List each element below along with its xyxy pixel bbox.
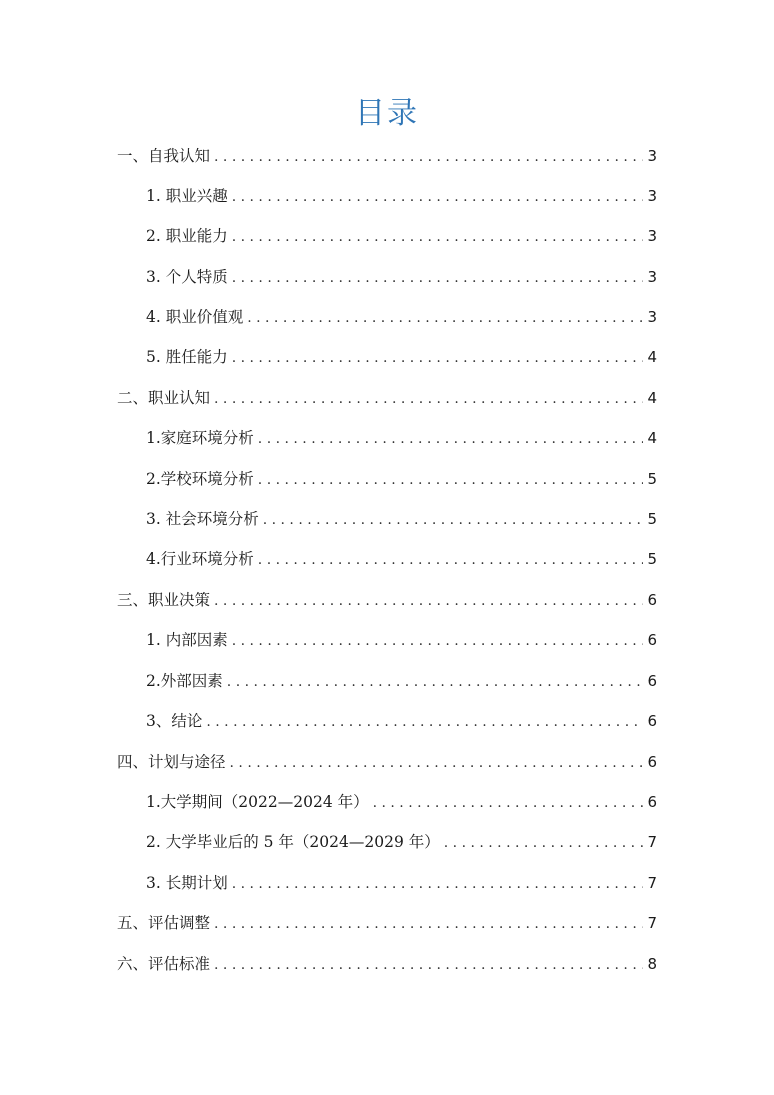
- toc-page-number: 3: [647, 187, 657, 205]
- toc-page-number: 7: [647, 914, 657, 932]
- toc-dot-leader: [230, 185, 644, 208]
- toc-entry-label: 4. 职业价值观: [146, 308, 244, 326]
- toc-entry[interactable]: [146, 345, 657, 369]
- toc-page-number: 3: [647, 147, 657, 165]
- toc-entry-label: 2. 职业能力: [146, 227, 228, 245]
- toc-page-number: 6: [647, 793, 657, 811]
- toc-entry[interactable]: [146, 467, 657, 491]
- toc-entry-label: 4.行业环境分析: [146, 550, 254, 568]
- toc-entry[interactable]: [117, 386, 657, 410]
- toc-page-number: 3: [647, 308, 657, 326]
- toc-entry-label: 2.外部因素: [146, 672, 223, 690]
- toc-page-number: 6: [647, 591, 657, 609]
- toc-entry-label: 2.学校环境分析: [146, 470, 254, 488]
- toc-entry[interactable]: [146, 184, 657, 208]
- toc-entry-label: 五、评估调整: [117, 914, 211, 932]
- toc-entry-label: 六、评估标准: [117, 955, 211, 973]
- toc-entry[interactable]: [146, 669, 657, 693]
- toc-entry-label: 2. 大学毕业后的 5 年（2024—2029 年）: [146, 833, 440, 851]
- toc-dot-leader: [230, 629, 644, 652]
- toc-entry[interactable]: [146, 224, 657, 248]
- toc-page-number: 6: [647, 631, 657, 649]
- toc-page-number: 6: [647, 753, 657, 771]
- toc-dot-leader: [230, 346, 644, 369]
- toc-page-number: 4: [647, 389, 657, 407]
- toc-dot-leader: [245, 306, 643, 329]
- toc-dot-leader: [256, 427, 644, 450]
- toc-entry-label: 1.大学期间（2022—2024 年）: [146, 793, 369, 811]
- toc-entry[interactable]: [146, 426, 657, 450]
- toc-dot-leader: [225, 670, 644, 693]
- toc-entry-label: 3、结论: [146, 712, 203, 730]
- toc-entry-label: 3. 社会环境分析: [146, 510, 259, 528]
- toc-entry-label: 三、职业决策: [117, 591, 211, 609]
- toc-page-number: 3: [647, 227, 657, 245]
- toc-entry[interactable]: [117, 911, 657, 935]
- toc-page-number: 3: [647, 268, 657, 286]
- toc-dot-leader: [230, 872, 644, 895]
- toc-entry[interactable]: [146, 305, 657, 329]
- toc-entry[interactable]: [146, 507, 657, 531]
- toc-dot-leader: [442, 831, 644, 854]
- toc-entry-label: 5. 胜任能力: [146, 348, 228, 366]
- toc-entry-label: 1. 内部因素: [146, 631, 228, 649]
- toc-entry[interactable]: [146, 871, 657, 895]
- toc-entry-label: 3. 个人特质: [146, 268, 228, 286]
- page-title: 目录: [355, 96, 419, 131]
- toc-entry[interactable]: [146, 547, 657, 571]
- toc-entry[interactable]: [117, 144, 657, 168]
- toc-dot-leader: [256, 548, 644, 571]
- toc-dot-leader: [371, 791, 644, 814]
- toc-entry-label: 3. 长期计划: [146, 874, 228, 892]
- toc-dot-leader: [204, 710, 643, 733]
- toc-dot-leader: [256, 468, 644, 491]
- toc-entry-label: 二、职业认知: [117, 389, 211, 407]
- toc-page-number: 7: [647, 874, 657, 892]
- toc-entry-label: 四、计划与途径: [117, 753, 226, 771]
- toc-entry-label: 1. 职业兴趣: [146, 187, 228, 205]
- toc-entry[interactable]: [117, 952, 657, 976]
- toc-dot-leader: [230, 266, 644, 289]
- toc-page-number: 5: [647, 470, 657, 488]
- toc-entry[interactable]: [146, 265, 657, 289]
- toc-page-number: 4: [647, 429, 657, 447]
- toc-entry[interactable]: [117, 588, 657, 612]
- toc-entry-label: 一、自我认知: [117, 147, 211, 165]
- toc-page-number: 8: [647, 955, 657, 973]
- toc-entry[interactable]: [146, 790, 657, 814]
- toc-dot-leader: [212, 912, 643, 935]
- toc-entry[interactable]: [117, 750, 657, 774]
- toc-dot-leader: [212, 387, 643, 410]
- toc-page-number: 6: [647, 672, 657, 690]
- toc-page-number: 5: [647, 550, 657, 568]
- toc-dot-leader: [228, 751, 644, 774]
- toc-entry[interactable]: [146, 830, 657, 854]
- toc-page-number: 5: [647, 510, 657, 528]
- toc-page-number: 7: [647, 833, 657, 851]
- toc-entry[interactable]: [146, 709, 657, 733]
- toc-dot-leader: [261, 508, 644, 531]
- toc-dot-leader: [212, 953, 643, 976]
- toc-page-number: 4: [647, 348, 657, 366]
- toc-dot-leader: [230, 225, 644, 248]
- toc-entry-label: 1.家庭环境分析: [146, 429, 254, 447]
- toc-page-number: 6: [647, 712, 657, 730]
- toc-dot-leader: [212, 589, 643, 612]
- toc-dot-leader: [212, 145, 643, 168]
- toc-entry[interactable]: [146, 628, 657, 652]
